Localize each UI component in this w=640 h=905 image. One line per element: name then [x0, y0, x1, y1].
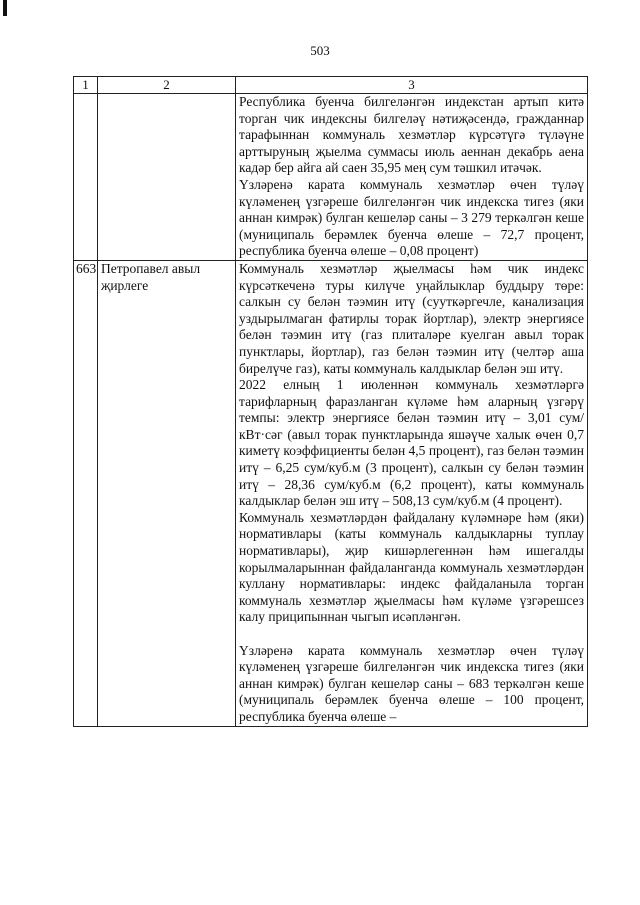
paragraph: 2022 елның 1 июленнән коммуналь хезмәтләргә тарифларның фаразланган күләме һәм аларның үзгәрү темпы: электр энергиясе белән тәэмин итү – 3,01 сум/кВт·сәг (авыл торак пунктларында яшәүче халык өчен 0,7 киметү коэффициенты белән 4,5 процент), газ белән тәэмин итү – 6,25 сум/куб.м (3 процент), салкын су белән тәэмин итү – 28,36 сум/куб.м (6,2 процент), каты коммуналь калдыклар белән эш итү – 508,13 сум/куб.м (4 процент).	[239, 377, 584, 509]
table-row	[74, 260, 588, 726]
table-header-row	[74, 77, 588, 94]
table-row	[74, 94, 588, 261]
document-table	[73, 76, 588, 727]
settlement-name: Петропавел авыл җирлеге	[98, 260, 236, 726]
page-number: 503	[310, 43, 330, 58]
margin-mark	[3, 0, 7, 16]
settlement-name	[98, 94, 236, 261]
row-number	[74, 94, 98, 261]
paragraph: Республика буенча билгеләнгән индекстан артып китә торган чик индексны билгеләү нәтиҗәсендә, гражданнар тарафыннан коммуналь хезмәтләр күрсәтүгә түләүне арттыруның җыелма суммасы июль аеннан декабрь аена кадәр бер айга ай саен 35,95 мең сум тәшкил итәчәк.	[239, 94, 584, 176]
paragraph-gap	[239, 626, 584, 643]
paragraph: Үзләренә карата коммуналь хезмәтләр өчен түләү күләменең үзгәреше билгеләнгән чик индекска тигез (яки аннан кимрәк) булган кешеләр саны – 3 279 теркәлгән кеше (муниципаль берәмлек буенча өлеше – 72,7 процент, республика буенча өлеше – 0,08 процент)	[239, 176, 584, 259]
header-col-3: 3	[236, 77, 588, 94]
description-cell	[236, 260, 588, 726]
description-cell	[236, 94, 588, 261]
paragraph: Үзләренә карата коммуналь хезмәтләр өчен түләү күләменең үзгәреше билгеләнгән чик индекска тигез (яки аннан кимрәк) булган кешеләр саны – 683 теркәлгән кеше (муниципаль берәмлек буенча өлеше – 100 процент, республика буенча өлеше –	[239, 642, 584, 724]
paragraph: Коммуналь хезмәтләр җыелмасы һәм чик индекс күрсәткеченә туры килүче уңайлыклар буддыру төре: салкын су белән тәэмин итү (сууткәргечле, канализация уздырылмаган фатирлы торак йортлар), электр энергиясе белән тәэмин итү (газ плиталәре куелган авыл торак пунктлары, йортлар), газ белән тәэмин итү (челтәр аша бирелүче газ), каты коммуналь калдыклар белән эш итү.	[239, 260, 584, 376]
row-number: 663	[74, 260, 98, 726]
header-col-2: 2	[98, 77, 236, 94]
paragraph: Коммуналь хезмәтләрдән файдалану күләмнәре һәм (яки) нормативлары (каты коммуналь калдыкларны туплау нормативлары), җир кишәрлегеннән һәм ишегалды корылмаларыннан файдаланганда коммуналь хезмәтләрдән куллану нормативлары: индекс файдаланыла торган коммуналь хезмәтләр җыелмасы һәм күләме үзгәрешсез калу приципыннан чыгып исәпләнгән.	[239, 509, 584, 625]
header-col-1: 1	[74, 77, 98, 94]
